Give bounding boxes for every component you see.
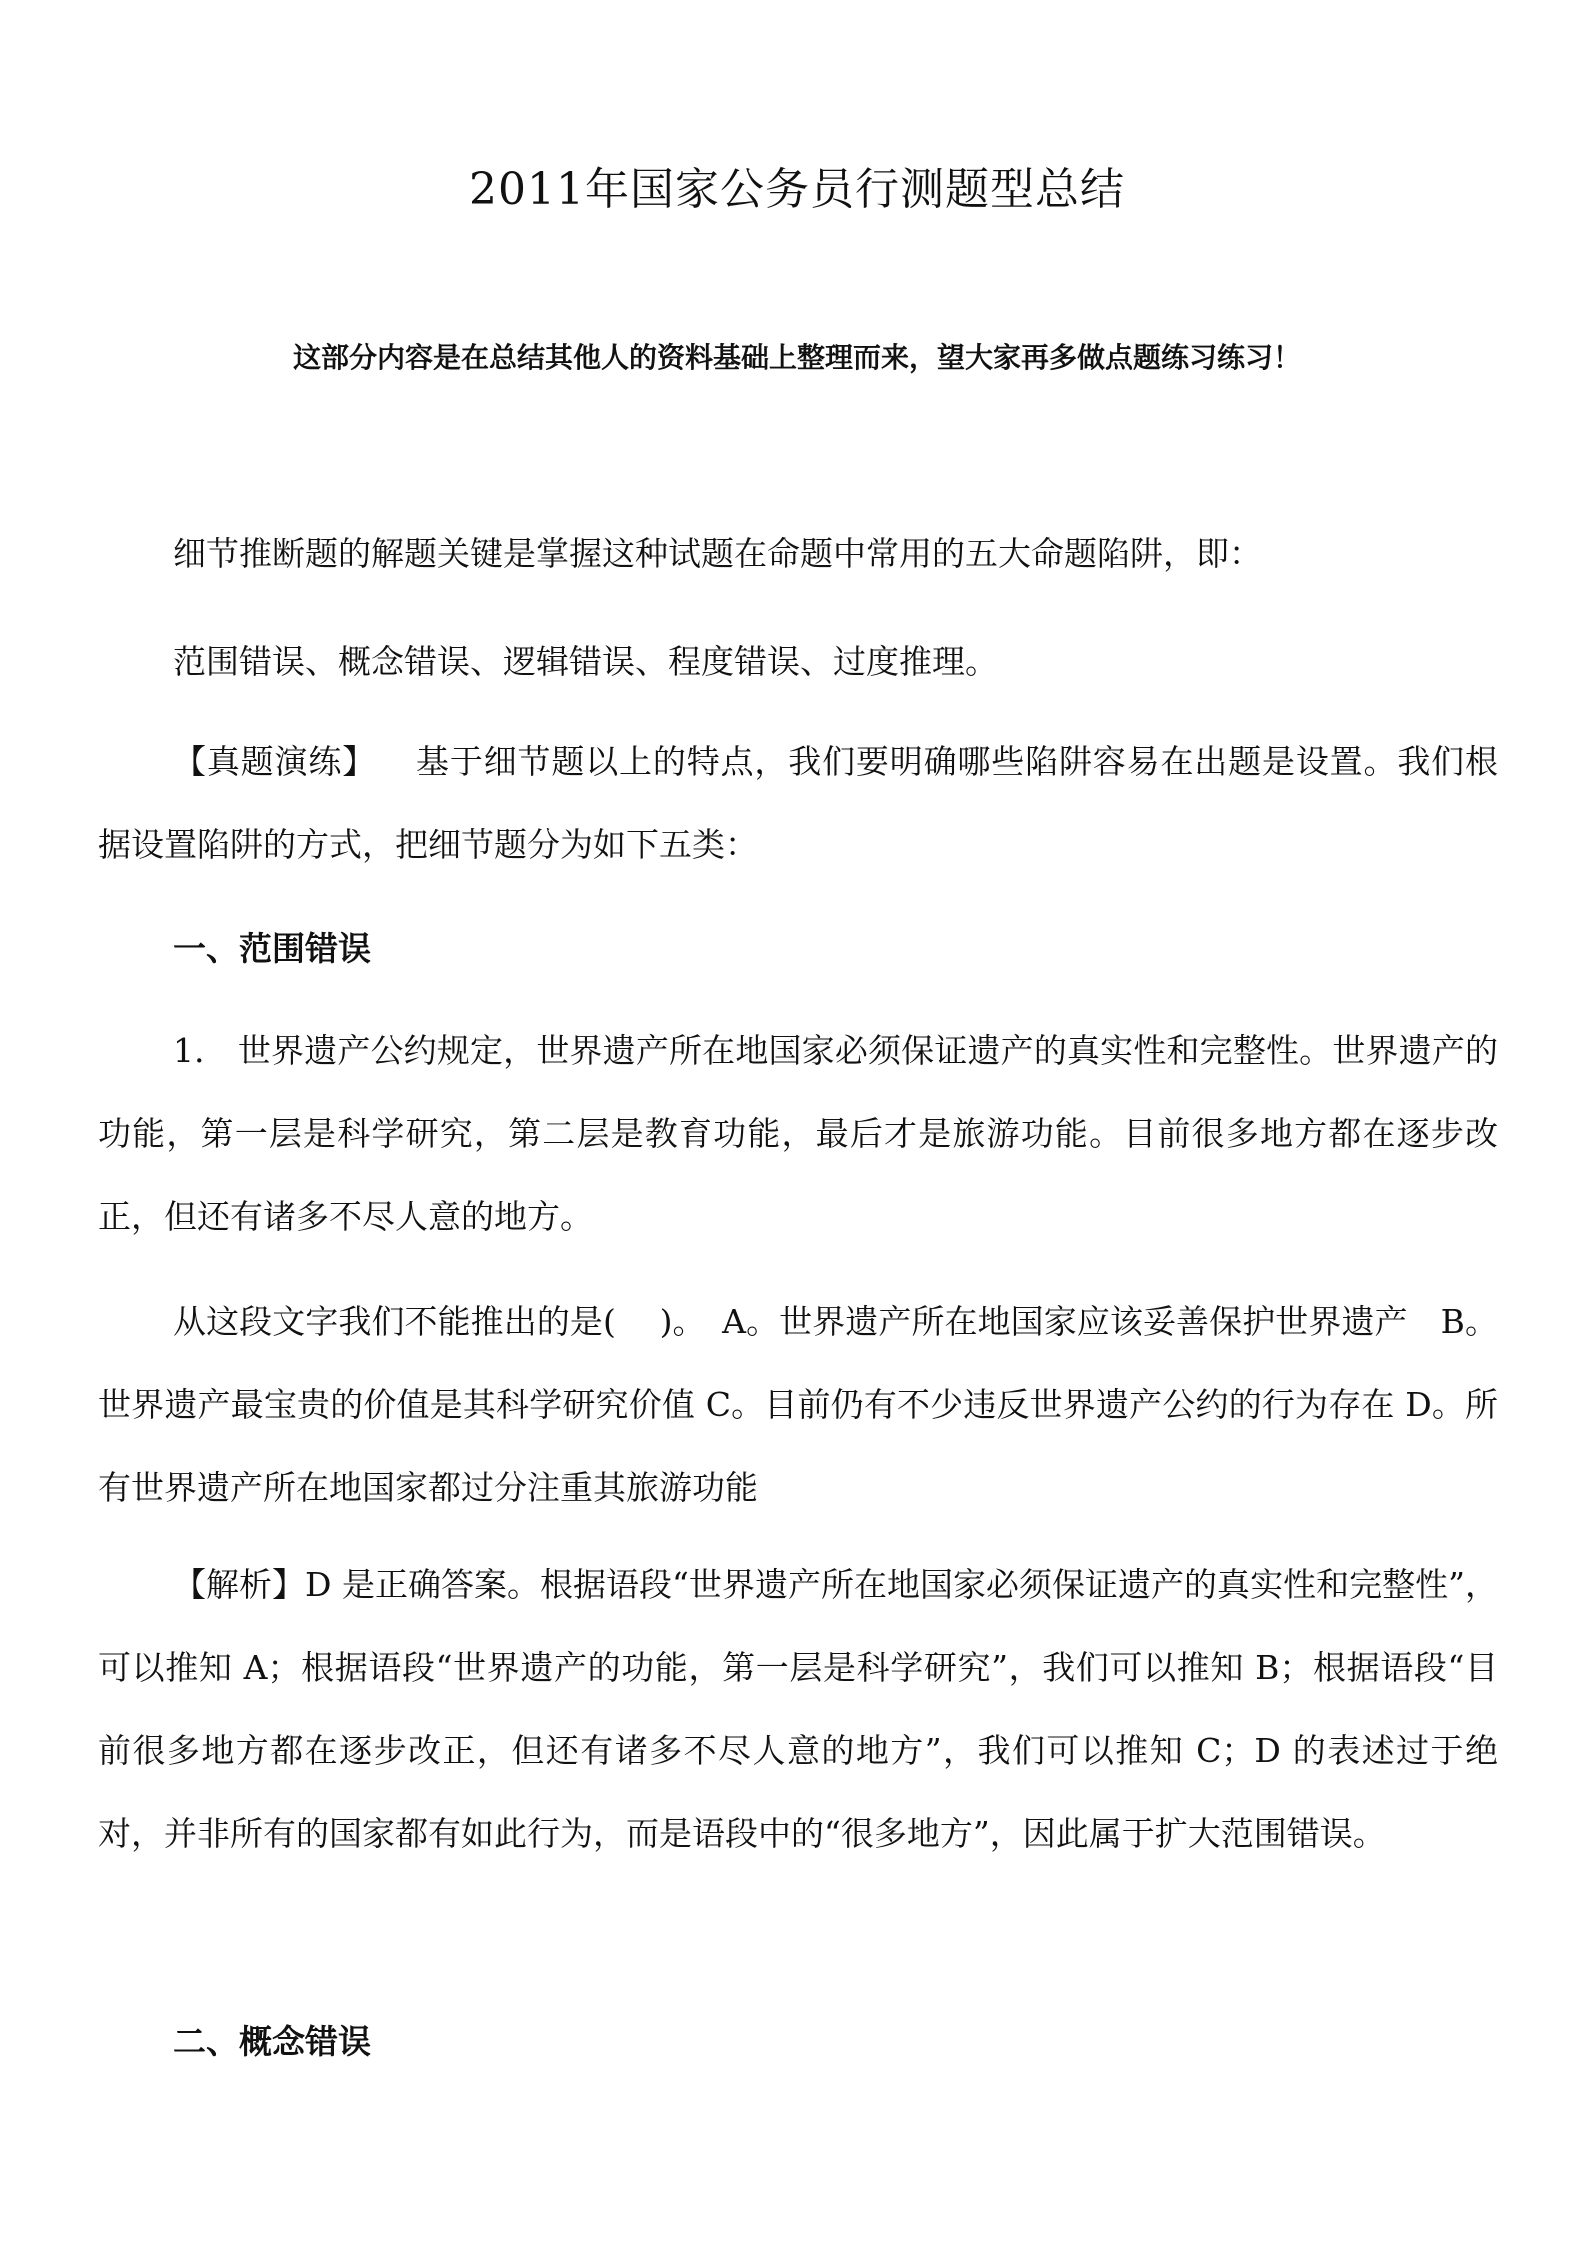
section-1-heading: 一、范围错误 [173,929,371,968]
document-title: 2011年国家公务员行测题型总结 [469,164,1125,215]
section-2-heading: 二、概念错误 [173,2022,371,2061]
practice-paragraph [98,720,1498,886]
practice-text: 基于细节题以上的特点，我们要明确哪些陷阱容易在出题是设置。我们根据设置陷阱的方式，把细节题分为如下五类： [98,742,1499,864]
question-1-prompt: 从这段文字我们不能推出的是( )。 A。世界遗产所在地国家应该妥善保护世界遗产 B。世界遗产最宝贵的价值是其科学研究价值 C。目前仍有不少违反世界遗产公约的行为存在 D。所有世界遗产所在地国家都过分注重其旅游功能 [98,1302,1498,1507]
practice-tag: 【真题演练】 [173,742,377,781]
intro-line-1: 细节推断题的解题关键是掌握这种试题在命题中常用的五大命题陷阱，即： [173,534,1262,573]
intro-line-2: 范围错误、概念错误、逻辑错误、程度错误、过度推理。 [173,642,998,681]
question-1-analysis: 【解析】D 是正确答案。根据语段“世界遗产所在地国家必须保证遗产的真实性和完整性”，可以推知 A；根据语段“世界遗产的功能，第一层是科学研究”，我们可以推知 B；根据语段“目前很多地方都在逐步改正，但还有诸多不尽人意的地方”，我们可以推知 C；D 的表述过于绝对，并非所有的国家都有如此行为，而是语段中的“很多地方”，因此属于扩大范围错误。 [98,1565,1498,1853]
question-1-text: 1. 世界遗产公约规定，世界遗产所在地国家必须保证遗产的真实性和完整性。世界遗产的功能，第一层是科学研究，第二层是教育功能，最后才是旅游功能。目前很多地方都在逐步改正，但还有诸多不尽人意的地方。 [98,1031,1498,1236]
document-subtitle: 这部分内容是在总结其他人的资料基础上整理而来，望大家再多做点题练习练习！ [292,341,1301,374]
